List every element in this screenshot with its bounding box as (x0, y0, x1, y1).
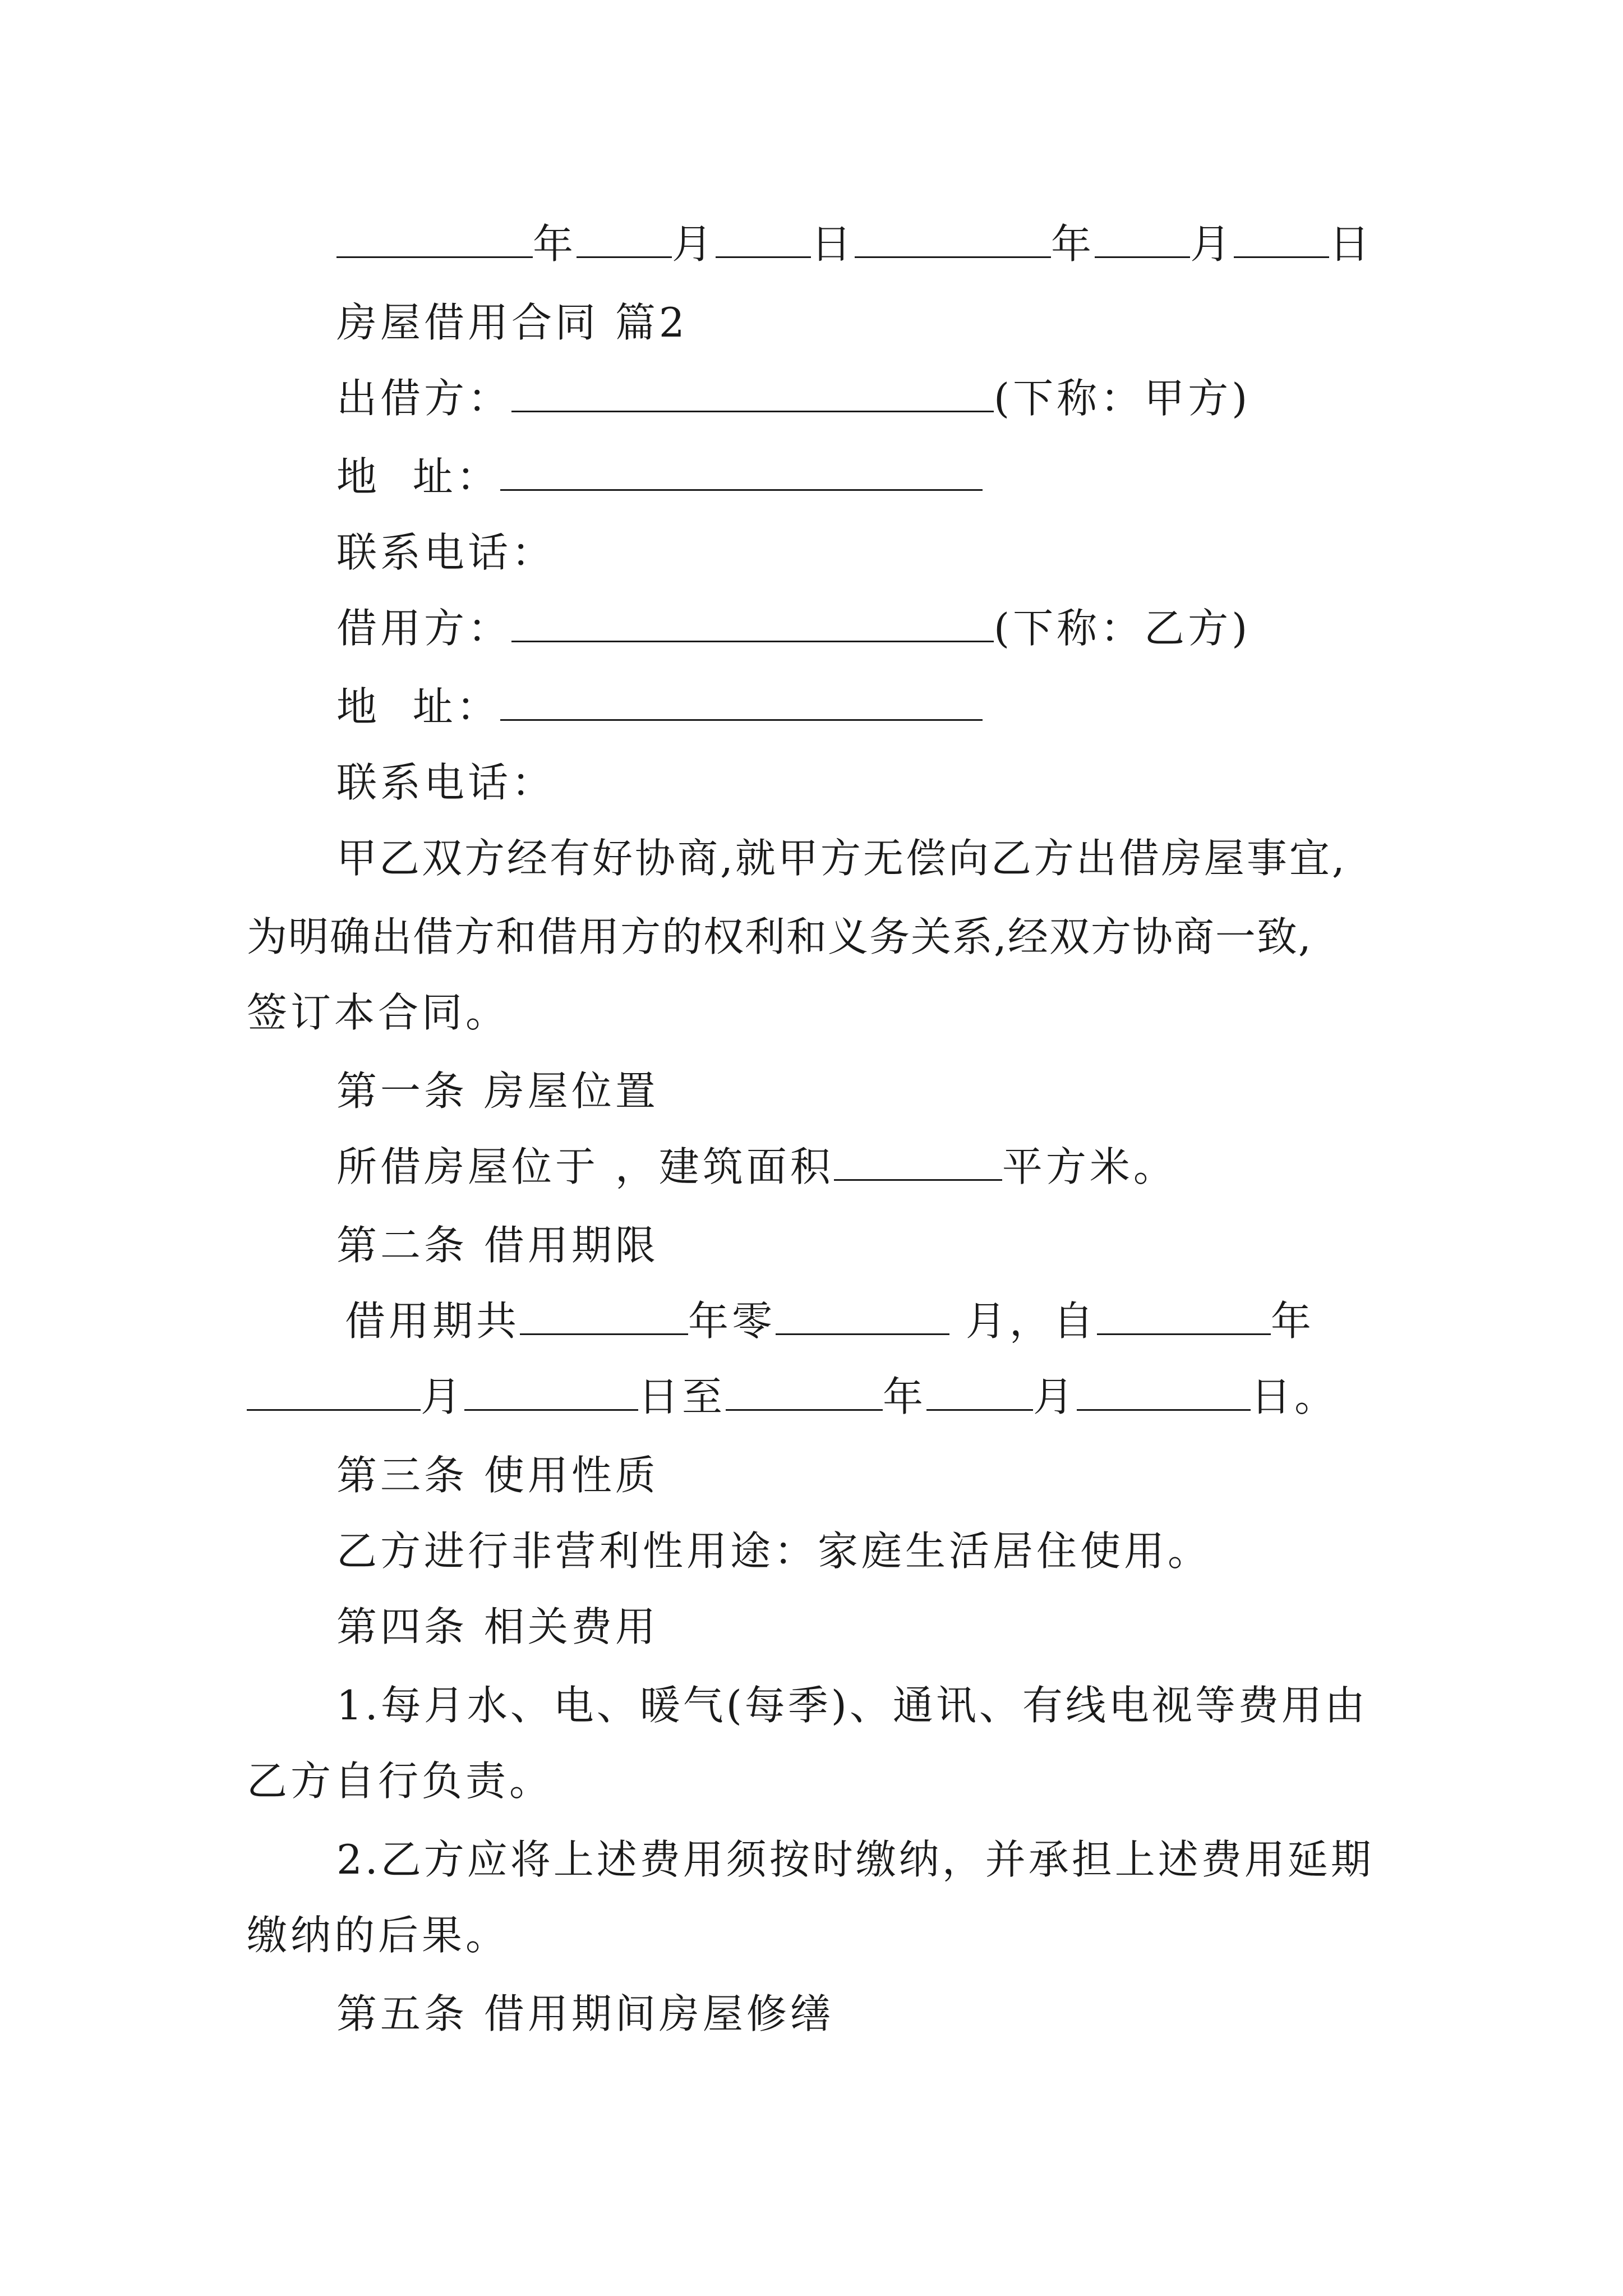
lender-address-blank (500, 450, 983, 491)
article-1-text (336, 1139, 1177, 1195)
borrower-phone-line (336, 754, 555, 811)
blank-month-2 (1095, 217, 1190, 258)
borrower-phone-label: 联系电话： (336, 759, 556, 806)
article-1-text-b: 平方米。 (1002, 1143, 1177, 1190)
article-1-text-a: 所借房屋位于 ，建筑面积 (336, 1143, 834, 1190)
intro-line-2: 为明确出借方和借用方的权利和义务关系,经双方协商一致, (247, 913, 1312, 960)
lender-address-label: 地 址： (336, 453, 500, 500)
art2-i: 日。 (1251, 1373, 1339, 1420)
blank-year-1 (336, 217, 533, 258)
lender-note: (下称：甲方) (994, 375, 1251, 422)
end-month-blank (926, 1370, 1033, 1411)
end-day-blank (1077, 1370, 1251, 1411)
article-3-text: 乙方进行非营利性用途：家庭生活居住使用。 (336, 1527, 1212, 1575)
term-years-blank (520, 1294, 688, 1335)
article-4-p2-line-2: 缴纳的后果。 (247, 1912, 510, 1959)
article-1-heading: 第一条 房屋位置 (336, 1068, 659, 1115)
intro-line-3: 签订本合同。 (247, 989, 510, 1036)
article-4-p1-line-2: 乙方自行负责。 (247, 1757, 554, 1805)
lender-address-line (336, 449, 983, 505)
borrower-address-line (336, 679, 983, 735)
art2-d: 年 (1270, 1297, 1315, 1345)
label-month-1: 月 (672, 220, 716, 268)
start-month-blank (247, 1370, 421, 1411)
article-4-heading: 第四条 相关费用 (336, 1603, 659, 1650)
art2-g: 年 (883, 1373, 927, 1420)
label-year-1: 年 (533, 220, 577, 268)
article-4-p1-line-1: 1.每月水、电、暖气(每季)、通讯、有线电视等费用由 (336, 1682, 1368, 1729)
borrower-address-label: 地 址： (336, 683, 500, 730)
borrower-name-blank (511, 601, 994, 642)
start-year-blank (1097, 1294, 1271, 1335)
article-5-heading: 第五条 借用期间房屋修缮 (336, 1990, 834, 2037)
art2-a: 借用期共 (345, 1297, 520, 1345)
blank-day-2 (1234, 217, 1329, 258)
article-2-line-1 (345, 1293, 1315, 1349)
blank-month-1 (577, 217, 672, 258)
document-title: 房屋借用合同 篇2 (336, 299, 688, 346)
lender-phone-label: 联系电话： (336, 529, 556, 576)
art2-f: 日至 (638, 1373, 726, 1420)
article-2-heading: 第二条 借用期限 (336, 1222, 659, 1269)
area-blank (834, 1140, 1002, 1181)
lender-name-blank (511, 371, 994, 412)
art2-c: 月，自 (949, 1297, 1097, 1345)
label-day-1: 日 (811, 220, 855, 268)
article-4-p2-line-1: 2.乙方应将上述费用须按时缴纳，并承担上述费用延期 (336, 1836, 1374, 1883)
label-month-2: 月 (1190, 220, 1234, 268)
art2-b: 年零 (688, 1297, 776, 1345)
art2-e: 月 (421, 1373, 465, 1420)
borrower-line (336, 600, 1251, 656)
borrower-address-blank (500, 680, 983, 721)
article-3-heading: 第三条 使用性质 (336, 1452, 659, 1499)
article-2-line-2 (247, 1369, 1338, 1425)
blank-year-2 (855, 217, 1051, 258)
intro-line-1: 甲乙双方经有好协商,就甲方无偿向乙方出借房屋事宜, (336, 835, 1347, 882)
term-months-blank (776, 1294, 949, 1335)
end-year-blank (726, 1370, 883, 1411)
label-day-2: 日 (1329, 220, 1373, 268)
art2-h: 月 (1033, 1373, 1077, 1420)
blank-day-1 (716, 217, 811, 258)
label-year-2: 年 (1051, 220, 1095, 268)
start-day-blank (464, 1370, 638, 1411)
lender-label: 出借方： (336, 375, 512, 422)
lender-line (336, 370, 1251, 426)
lender-phone-line (336, 524, 555, 581)
borrower-label: 借用方： (336, 605, 512, 652)
borrower-note: (下称：乙方) (994, 605, 1251, 652)
date-line (336, 216, 1373, 272)
